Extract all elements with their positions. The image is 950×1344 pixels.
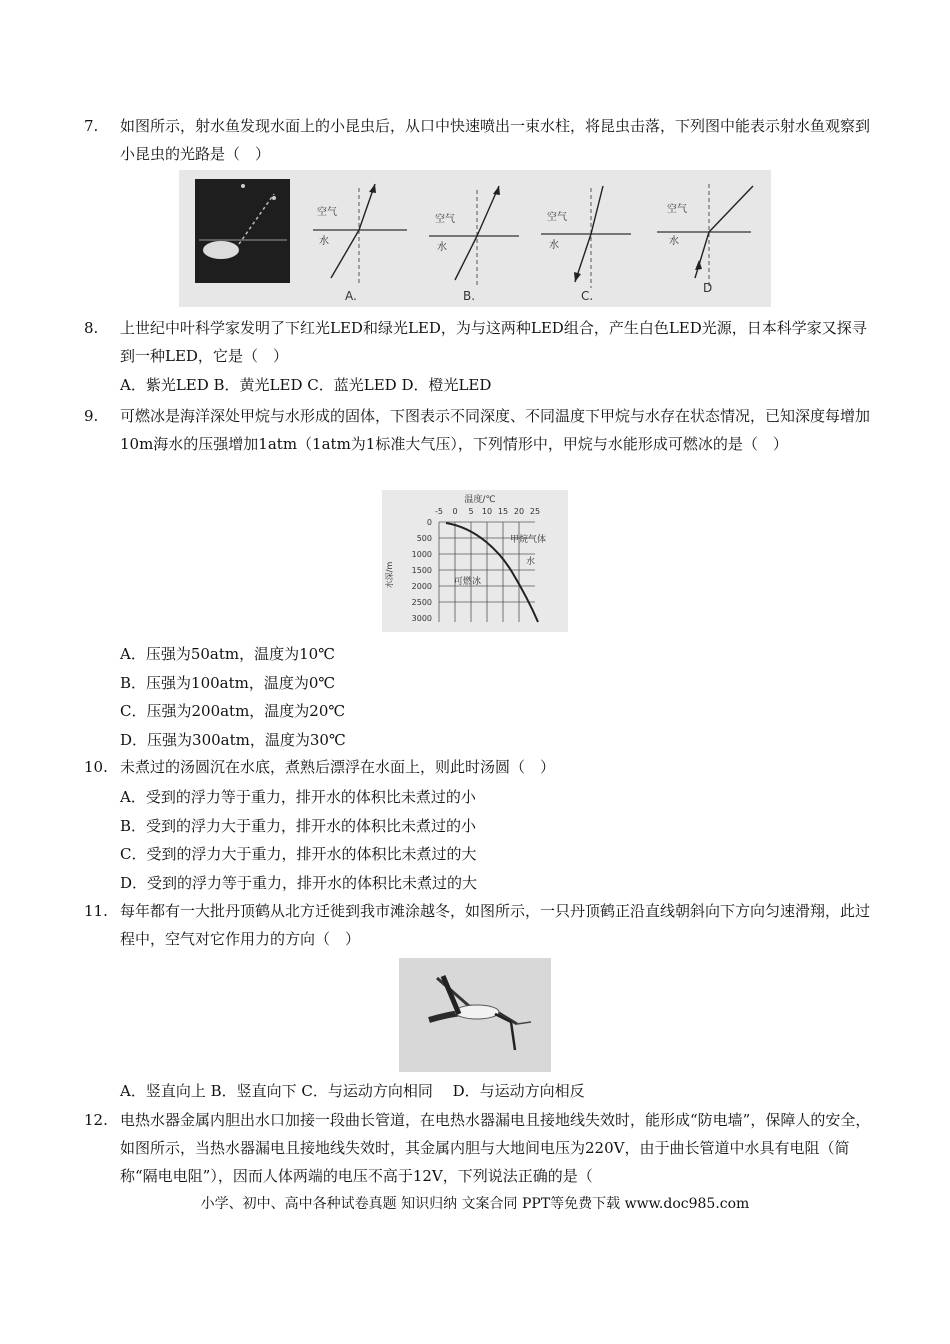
option-line: C．压强为200atm，温度为20℃ bbox=[120, 702, 346, 720]
x-ticks bbox=[435, 507, 540, 516]
x-tick: 15 bbox=[497, 507, 509, 516]
question-10 bbox=[84, 753, 874, 781]
svg-text:水: 水 bbox=[437, 242, 447, 253]
svg-text:水: 水 bbox=[319, 236, 329, 247]
question-text: 未煮过的汤圆沉在水底，煮熟后漂浮在水面上，则此时汤圆（ ） bbox=[120, 758, 556, 776]
option-line: B．压强为100atm，温度为0℃ bbox=[120, 674, 336, 692]
svg-text:水: 水 bbox=[549, 240, 559, 251]
y-tick: 1000 bbox=[411, 550, 432, 559]
svg-text:水: 水 bbox=[669, 236, 679, 247]
y-tick: 1500 bbox=[411, 566, 432, 575]
option-line: A．紫光LED B．黄光LED C．蓝光LED D．橙光LED bbox=[120, 376, 492, 394]
option-a-label: A. bbox=[345, 289, 357, 303]
option-b-diagram bbox=[429, 186, 519, 303]
question-number: 12. bbox=[84, 1111, 108, 1129]
fish-shape bbox=[203, 241, 239, 259]
x-tick: 5 bbox=[468, 507, 474, 516]
y-tick: 3000 bbox=[411, 614, 432, 623]
question-11 bbox=[84, 897, 874, 953]
y-axis-title: 水深/m bbox=[385, 561, 394, 589]
option-line: C．受到的浮力大于重力，排开水的体积比未煮过的大 bbox=[120, 845, 477, 863]
question-number: 11. bbox=[84, 902, 108, 920]
region-water-label: 水 bbox=[526, 557, 536, 567]
figure-crane-photo bbox=[399, 958, 551, 1072]
y-ticks bbox=[412, 518, 432, 623]
question-8 bbox=[84, 314, 874, 370]
option-line: D．压强为300atm，温度为30℃ bbox=[120, 731, 346, 749]
question-number: 10. bbox=[84, 758, 108, 776]
option-c-label: C. bbox=[581, 289, 594, 303]
region-gas-label: 甲烷气体 bbox=[510, 535, 547, 545]
question-text: 可燃冰是海洋深处甲烷与水形成的固体，下图表示不同深度、不同温度下甲烷与水存在状态情况，已知深度每增加10m海水的压强增加1atm（1atm为1标准大气压），下列情形中，甲烷与水能形成可燃冰的是（ ） bbox=[120, 407, 871, 453]
option-d-diagram bbox=[657, 184, 753, 295]
x-tick: -5 bbox=[435, 507, 443, 516]
archer-fish-photo bbox=[195, 179, 290, 283]
question-text: 上世纪中叶科学家发明了下红光LED和绿光LED，为与这两种LED组合，产生白色LED光源，日本科学家又探寻到一种LED，它是（ ） bbox=[120, 319, 867, 365]
svg-text:空气: 空气 bbox=[317, 207, 337, 218]
svg-text:空气: 空气 bbox=[547, 212, 567, 223]
svg-text:空气: 空气 bbox=[667, 204, 687, 215]
question-number: 9. bbox=[84, 407, 99, 425]
question-9 bbox=[84, 402, 874, 458]
x-tick: 25 bbox=[529, 507, 541, 516]
figure-light-path bbox=[179, 170, 771, 307]
option-line: B．受到的浮力大于重力，排开水的体积比未煮过的小 bbox=[120, 817, 477, 835]
y-tick: 2000 bbox=[411, 582, 432, 591]
option-line: A．压强为50atm，温度为10℃ bbox=[120, 645, 335, 663]
question-number: 7. bbox=[84, 117, 99, 135]
x-tick: 10 bbox=[481, 507, 493, 516]
option-c-diagram bbox=[541, 186, 631, 303]
option-a-diagram bbox=[313, 184, 407, 303]
option-line: A．受到的浮力等于重力，排开水的体积比未煮过的小 bbox=[120, 788, 476, 806]
y-tick: 0 bbox=[426, 518, 432, 527]
x-tick: 0 bbox=[452, 507, 458, 516]
page-footer: 小学、初中、高中各种试卷真题 知识归纳 文案合同 PPT等免费下载 www.doc985.com bbox=[200, 1196, 750, 1212]
question-7 bbox=[84, 112, 874, 168]
x-axis-title: 温度/℃ bbox=[464, 495, 496, 505]
option-line: A．竖直向上 B．竖直向下 C．与运动方向相同 D．与运动方向相反 bbox=[120, 1082, 585, 1100]
region-ice-label: 可燃冰 bbox=[454, 577, 482, 587]
svg-text:空气: 空气 bbox=[435, 214, 455, 225]
option-line: D．受到的浮力等于重力，排开水的体积比未煮过的大 bbox=[120, 874, 478, 892]
question-text: 如图所示，射水鱼发现水面上的小昆虫后，从口中快速喷出一束水柱，将昆虫击落，下列图中能表示射水鱼观察到小昆虫的光路是（ ） bbox=[120, 117, 871, 163]
phase-diagram bbox=[382, 490, 568, 632]
option-b-label: B. bbox=[463, 289, 476, 303]
option-d-label: D bbox=[703, 281, 713, 295]
y-tick: 500 bbox=[416, 534, 432, 543]
crane-image bbox=[399, 958, 551, 1072]
question-12 bbox=[84, 1106, 874, 1190]
figure-hydrate-phase bbox=[382, 490, 568, 632]
x-tick: 20 bbox=[513, 507, 525, 516]
question-number: 8. bbox=[84, 319, 99, 337]
y-tick: 2500 bbox=[411, 598, 432, 607]
question-text: 每年都有一大批丹顶鹤从北方迁徙到我市滩涂越冬，如图所示，一只丹顶鹤正沿直线朝斜向下方向匀速滑翔，此过程中，空气对它作用力的方向（ ） bbox=[120, 902, 871, 948]
light-path-diagram bbox=[179, 170, 771, 307]
question-text: 电热水器金属内胆出水口加接一段曲长管道，在电热水器漏电且接地线失效时，能形成“防电墙”，保障人的安全，如图所示，当热水器漏电且接地线失效时，其金属内胆与大地间电压为220V，由于曲长管道中水具有电阻（简称“隔电电阻”），因而人体两端的电压不高于12V，下列说法正确的是（ bbox=[120, 1111, 871, 1185]
